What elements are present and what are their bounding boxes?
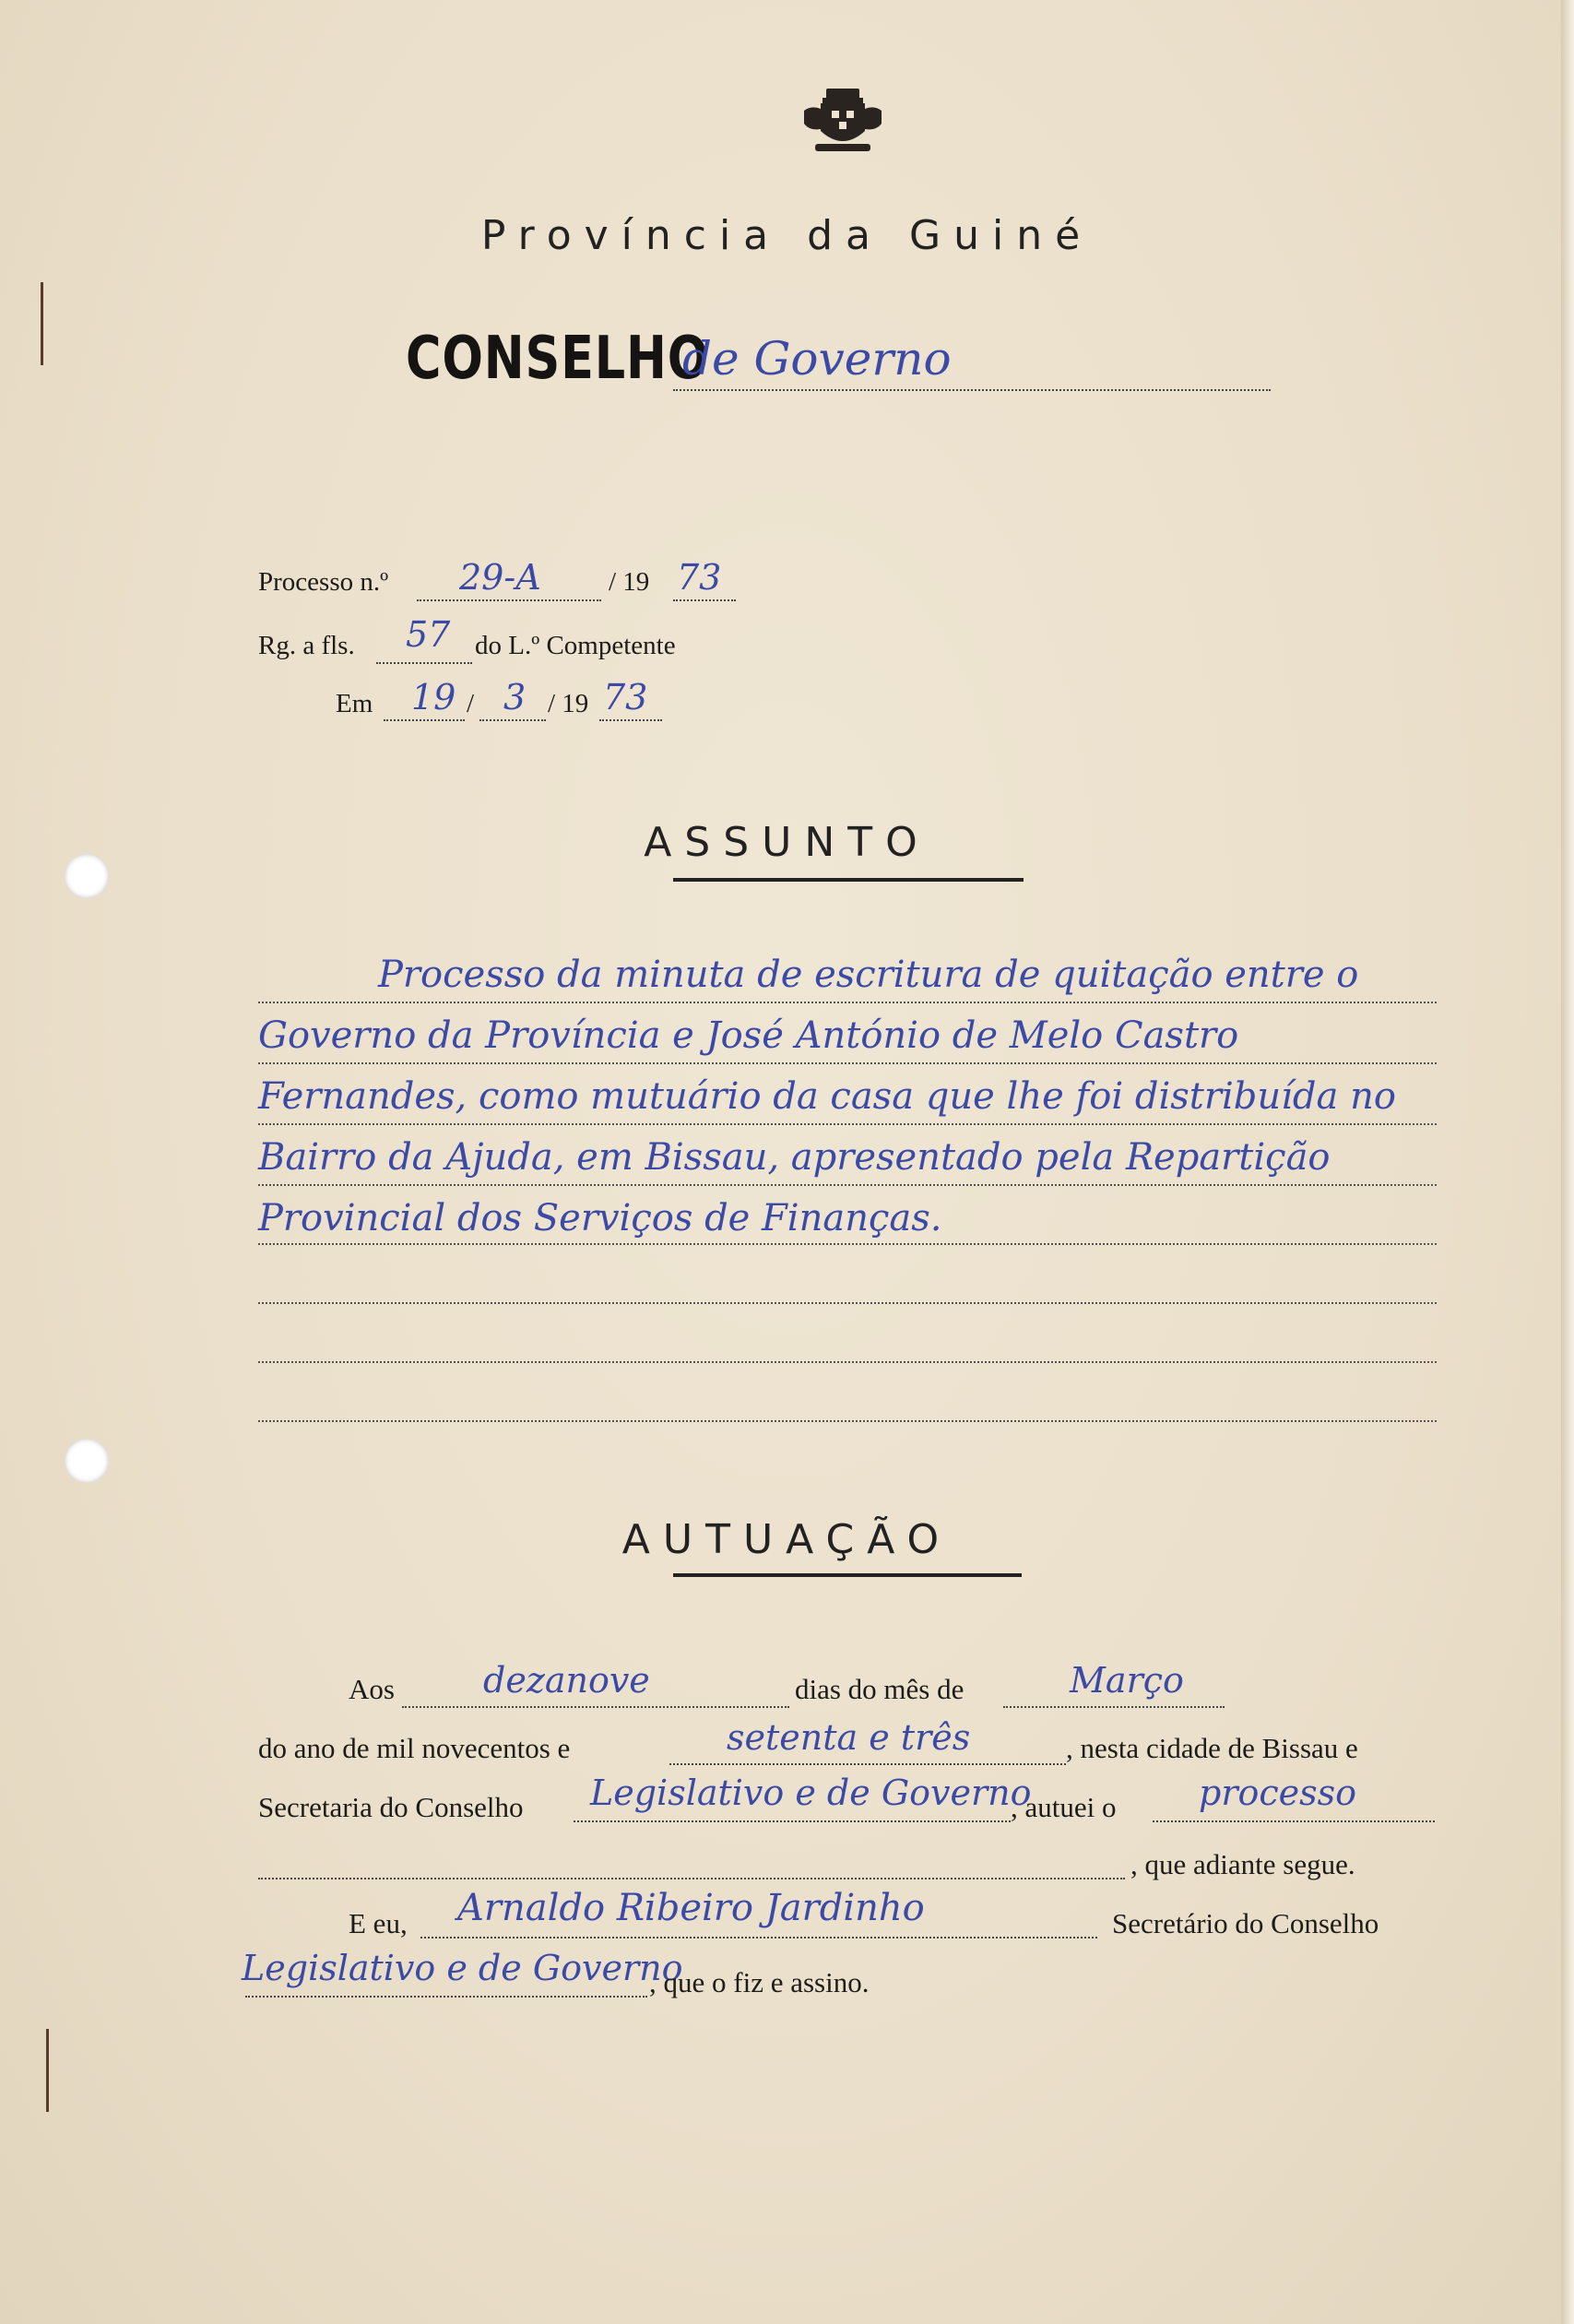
paper-edge [1561,0,1574,2324]
em-year: 73 [603,677,648,717]
province-title: Província da Guiné [480,212,1094,259]
autuacao-heading: AUTUAÇÃO [621,1516,953,1563]
continuation-line [258,1878,1125,1879]
em-year-line [599,719,662,721]
registo-folio-line [376,662,472,664]
day-words-line [402,1706,789,1708]
em-sep-2: / 19 [548,689,589,718]
processo-number-line [417,599,601,601]
council-header [406,325,1282,398]
margin-mark-bottom [46,2029,49,2112]
council-handwriting: de Governo [682,332,952,385]
subject-line-7 [258,1361,1437,1363]
secretario-label: Secretário do Conselho [1112,1907,1379,1939]
council-hand-line [574,1820,1011,1822]
council-label: CONSELHO [406,325,710,393]
council-hand-closing: Legislativo e de Governo [242,1948,683,1988]
nesta-cidade-label: , nesta cidade de Bissau e [1066,1732,1358,1764]
secretary-signature: Arnaldo Ribeiro Jardinho [457,1887,925,1929]
registo-label: Rg. a fls. [258,631,355,660]
processo-year: 73 [677,557,722,598]
dias-do-mes-label: dias do mês de [795,1673,965,1705]
em-month: 3 [503,677,527,717]
autuacao-underline [673,1573,1022,1577]
processo-number: 29-A [459,557,541,598]
council-fill-line [673,389,1271,391]
autuei-label: , autuei o [1011,1791,1117,1823]
ano-de-mil-label: do ano de mil novecentos e [258,1732,571,1764]
processo-year-line [673,599,736,601]
punch-hole-bottom [65,1439,109,1483]
em-month-line [479,719,546,721]
subject-line-6 [258,1302,1437,1304]
assunto-heading: ASSUNTO [644,819,930,866]
day-words: dezanove [483,1660,650,1701]
adiante-label: , que adiante segue. [1130,1848,1355,1880]
em-label: Em [336,689,373,718]
assunto-underline [673,878,1024,882]
coat-of-arms-emblem [799,83,887,159]
e-eu-label: E eu, [349,1907,408,1939]
council-hand2-line [245,1996,647,1998]
year-words: setenta e três [727,1717,971,1758]
competente-label: do L.º Competente [475,631,676,660]
aos-label: Aos [349,1673,395,1705]
object-handwriting: processo [1199,1773,1357,1813]
signature-line [420,1937,1097,1939]
em-day: 19 [411,677,456,717]
em-sep-1: / [467,689,475,718]
secretaria-label: Secretaria do Conselho [258,1791,524,1823]
object-line [1153,1820,1435,1822]
em-day-line [384,719,465,721]
subject-line-8 [258,1420,1437,1422]
subject-handwriting: Processo da minuta de escritura de quitação entre o Governo da Província e José António de Melo Castro Fernandes, como mutuário da casa que lhe foi distribuída no Bairro da Ajuda, em Bissau, apresentado pela Repartição Provincial dos Serviços de Finanças. [258,954,1396,1239]
month-words-line [1003,1706,1225,1708]
registo-folio: 57 [406,614,451,655]
month-words: Março [1070,1660,1184,1701]
council-hand-autuacao: Legislativo e de Governo [590,1773,1032,1813]
processo-year-sep: / 19 [609,567,650,597]
fiz-assino-label: , que o fiz e assino. [649,1966,870,1998]
processo-label: Processo n.º [258,567,389,597]
year-words-line [669,1763,1066,1765]
margin-mark-top [41,282,43,365]
